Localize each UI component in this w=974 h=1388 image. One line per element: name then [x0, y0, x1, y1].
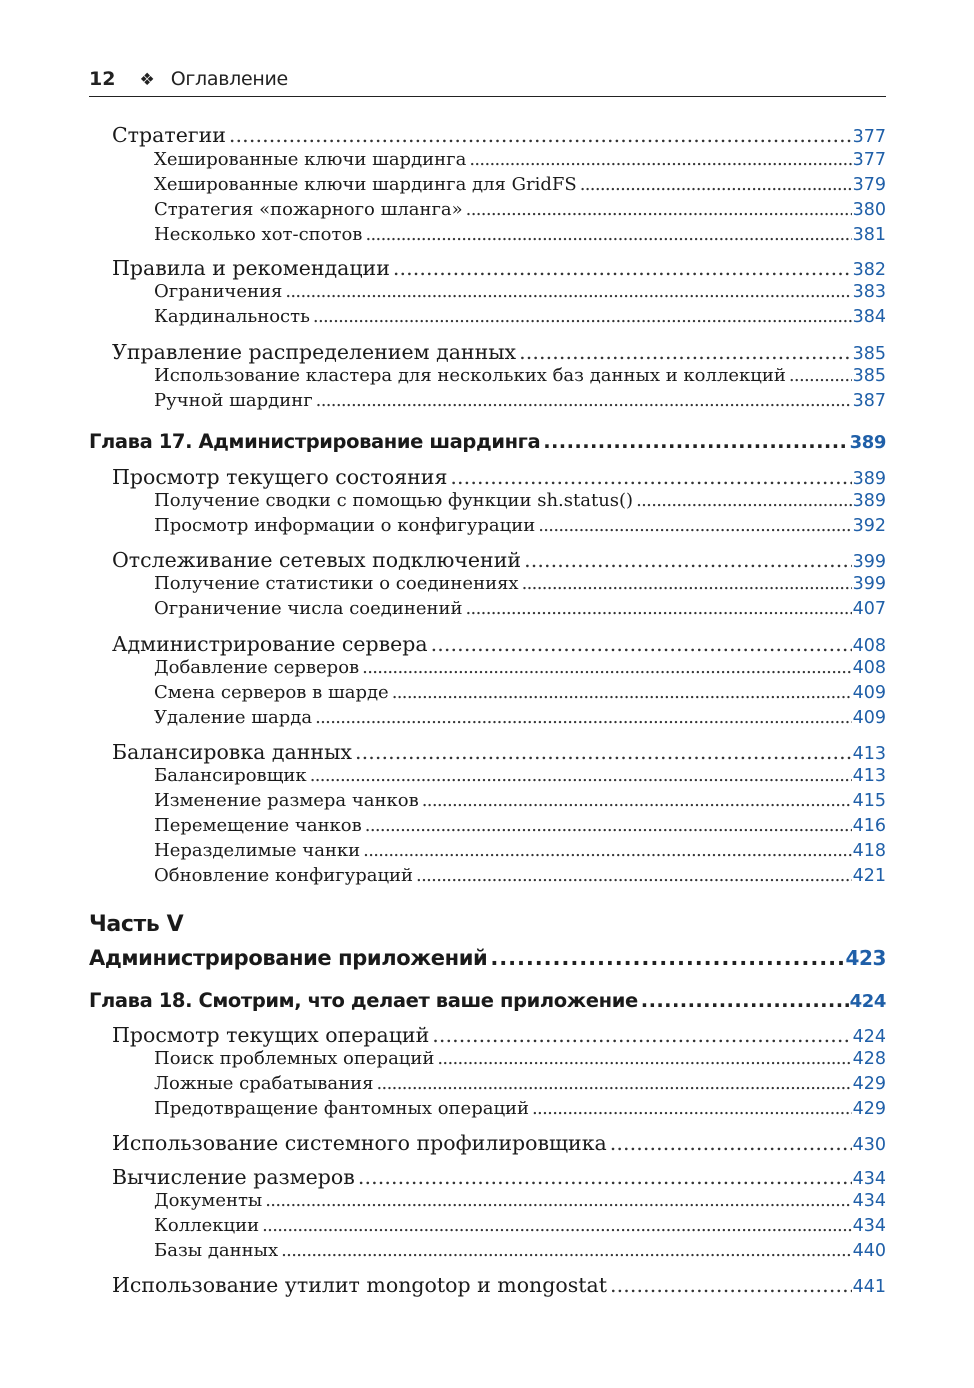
toc-chapter-entry[interactable]: [89, 989, 886, 1019]
entry-page-link[interactable]: 380: [852, 200, 886, 220]
entry-title: Кардинальность: [154, 306, 310, 327]
running-header: [89, 68, 886, 97]
entry-page-link[interactable]: 389: [849, 432, 886, 453]
entry-page-link[interactable]: 387: [852, 391, 886, 411]
entry-page-link[interactable]: 399: [852, 574, 886, 594]
dot-leader: [265, 1190, 851, 1211]
toc-subsection-entry[interactable]: [154, 306, 886, 336]
entry-page-link[interactable]: 434: [852, 1191, 886, 1211]
entry-page-link[interactable]: 409: [852, 683, 886, 703]
entry-page-link[interactable]: 415: [852, 791, 886, 811]
entry-title: Несколько хот-спотов: [154, 224, 363, 245]
entry-title: Базы данных: [154, 1240, 279, 1261]
entry-title: Правила и рекомендации: [112, 256, 390, 280]
dot-leader: [362, 657, 851, 678]
entry-title: Неразделимые чанки: [154, 840, 361, 861]
dot-leader: [437, 1048, 851, 1069]
entry-title: Использование системного профилировщика: [112, 1131, 607, 1155]
entry-page-link[interactable]: 440: [852, 1241, 886, 1261]
entry-title: Обновление конфигураций: [154, 865, 414, 886]
dot-leader: [610, 1273, 852, 1297]
entry-title: Хешированные ключи шардинга для GridFS: [154, 174, 577, 195]
entry-page-link[interactable]: 421: [852, 866, 886, 886]
toc-subsection-entry[interactable]: [154, 224, 886, 254]
entry-title: Изменение размера чанков: [154, 790, 419, 811]
entry-title: Глава 17. Администрирование шардинга: [89, 430, 541, 453]
entry-title: Стратегия «пожарного шланга»: [154, 199, 463, 220]
toc-subsection-entry[interactable]: [154, 598, 886, 628]
entry-title: Балансировщик: [154, 765, 307, 786]
dot-leader: [313, 306, 852, 327]
dot-leader: [315, 707, 852, 728]
entry-title: Использование утилит mongotop и mongostat: [112, 1273, 607, 1297]
dot-leader: [377, 1073, 852, 1094]
dot-leader: [416, 865, 852, 886]
dot-leader: [610, 1131, 852, 1155]
entry-page-link[interactable]: 409: [852, 708, 886, 728]
entry-page-link[interactable]: 428: [852, 1049, 886, 1069]
dot-leader: [316, 390, 852, 411]
entry-page-link[interactable]: 434: [852, 1169, 886, 1189]
toc-subsection-entry[interactable]: [154, 1098, 886, 1128]
entry-title: Администрирование приложений: [89, 946, 488, 970]
entry-page-link[interactable]: 441: [852, 1277, 886, 1297]
entry-title: Глава 18. Смотрим, что делает ваше приложение: [89, 989, 638, 1012]
dot-leader: [519, 340, 851, 364]
entry-page-link[interactable]: 407: [852, 599, 886, 619]
entry-page-link[interactable]: 416: [852, 816, 886, 836]
entry-page-link[interactable]: 379: [852, 175, 886, 195]
dot-leader: [466, 199, 852, 220]
entry-page-link[interactable]: 424: [849, 991, 886, 1012]
entry-title: Получение статистики о соединениях: [154, 573, 519, 594]
entry-title: Ограничение числа соединений: [154, 598, 463, 619]
dot-leader: [522, 573, 852, 594]
dot-leader: [543, 430, 848, 453]
dot-leader: [365, 815, 852, 836]
dot-leader: [532, 1098, 852, 1119]
entry-page-link[interactable]: 408: [852, 658, 886, 678]
dot-leader: [422, 790, 852, 811]
part-heading: Часть V: [89, 912, 184, 937]
entry-title: Вычисление размеров: [112, 1165, 355, 1189]
entry-page-link[interactable]: 383: [852, 282, 886, 302]
dot-leader: [310, 765, 852, 786]
entry-page-link[interactable]: 392: [852, 516, 886, 536]
entry-title: Получение сводки с помощью функции sh.status(): [154, 490, 634, 511]
toc-part-entry[interactable]: [89, 946, 886, 976]
dot-leader: [229, 123, 852, 147]
entry-title: Управление распределением данных: [112, 340, 517, 364]
entry-title: Поиск проблемных операций: [154, 1048, 435, 1069]
entry-page-link[interactable]: 399: [852, 552, 886, 572]
dot-leader: [490, 946, 844, 970]
entry-title: Документы: [154, 1190, 263, 1211]
entry-title: Использование кластера для нескольких баз данных и коллекций: [154, 365, 786, 386]
dot-leader: [281, 1240, 851, 1261]
ornament-icon: ❖: [139, 70, 155, 90]
entry-title: Просмотр информации о конфигурации: [154, 515, 536, 536]
entry-title: Просмотр текущих операций: [112, 1023, 430, 1047]
entry-page-link[interactable]: 413: [852, 744, 886, 764]
dot-leader: [450, 465, 851, 489]
entry-page-link[interactable]: 385: [852, 344, 886, 364]
dot-leader: [262, 1215, 851, 1236]
entry-page-link[interactable]: 389: [852, 469, 886, 489]
toc-subsection-entry[interactable]: [154, 707, 886, 737]
entry-page-link[interactable]: 408: [852, 636, 886, 656]
toc-chapter-entry[interactable]: [89, 430, 886, 460]
entry-page-link[interactable]: 429: [852, 1099, 886, 1119]
dot-leader: [789, 365, 852, 386]
entry-title: Ручной шардинг: [154, 390, 313, 411]
toc-section-entry[interactable]: [112, 1273, 886, 1303]
entry-title: Стратегии: [112, 123, 226, 147]
entry-page-link[interactable]: 384: [852, 307, 886, 327]
page-number: 12: [89, 68, 116, 90]
entry-title: Предотвращение фантомных операций: [154, 1098, 530, 1119]
toc-subsection-entry[interactable]: [154, 865, 886, 895]
dot-leader: [524, 548, 852, 572]
entry-page-link[interactable]: 424: [852, 1027, 886, 1047]
entry-page-link[interactable]: 429: [852, 1074, 886, 1094]
entry-title: Просмотр текущего состояния: [112, 465, 448, 489]
dot-leader: [580, 174, 852, 195]
dot-leader: [432, 1023, 851, 1047]
dot-leader: [363, 840, 851, 861]
entry-page-link[interactable]: 377: [852, 150, 886, 170]
dot-leader: [469, 149, 851, 170]
entry-title: Хешированные ключи шардинга: [154, 149, 467, 170]
entry-page-link[interactable]: 389: [852, 491, 886, 511]
entry-page-link[interactable]: 434: [852, 1216, 886, 1236]
entry-page-link[interactable]: 385: [852, 366, 886, 386]
dot-leader: [392, 682, 852, 703]
dot-leader: [285, 281, 851, 302]
dot-leader: [358, 1165, 852, 1189]
entry-title: Балансировка данных: [112, 740, 352, 764]
entry-title: Смена серверов в шарде: [154, 682, 389, 703]
entry-page-link[interactable]: 413: [852, 766, 886, 786]
entry-title: Перемещение чанков: [154, 815, 362, 836]
dot-leader: [365, 224, 851, 245]
entry-title: Ограничения: [154, 281, 283, 302]
dot-leader: [393, 256, 852, 280]
entry-title: Отслеживание сетевых подключений: [112, 548, 522, 572]
entry-title: Ложные срабатывания: [154, 1073, 374, 1094]
entry-title: Удаление шарда: [154, 707, 313, 728]
running-title: Оглавление: [170, 68, 288, 90]
dot-leader: [355, 740, 852, 764]
entry-page-link[interactable]: 382: [852, 260, 886, 280]
toc-subsection-entry[interactable]: [154, 1240, 886, 1270]
entry-title: Добавление серверов: [154, 657, 360, 678]
entry-title: Администрирование сервера: [112, 632, 428, 656]
entry-page-link[interactable]: 423: [845, 946, 886, 970]
entry-page-link[interactable]: 430: [852, 1135, 886, 1155]
toc-section-entry[interactable]: [112, 1131, 886, 1161]
dot-leader: [641, 989, 849, 1012]
dot-leader: [466, 598, 852, 619]
entry-page-link[interactable]: 418: [852, 841, 886, 861]
entry-page-link[interactable]: 377: [852, 127, 886, 147]
dot-leader: [538, 515, 851, 536]
entry-page-link[interactable]: 381: [852, 225, 886, 245]
toc-subsection-entry[interactable]: [154, 515, 886, 545]
dot-leader: [636, 490, 852, 511]
dot-leader: [431, 632, 852, 656]
entry-title: Коллекции: [154, 1215, 260, 1236]
toc-subsection-entry[interactable]: [154, 390, 886, 420]
